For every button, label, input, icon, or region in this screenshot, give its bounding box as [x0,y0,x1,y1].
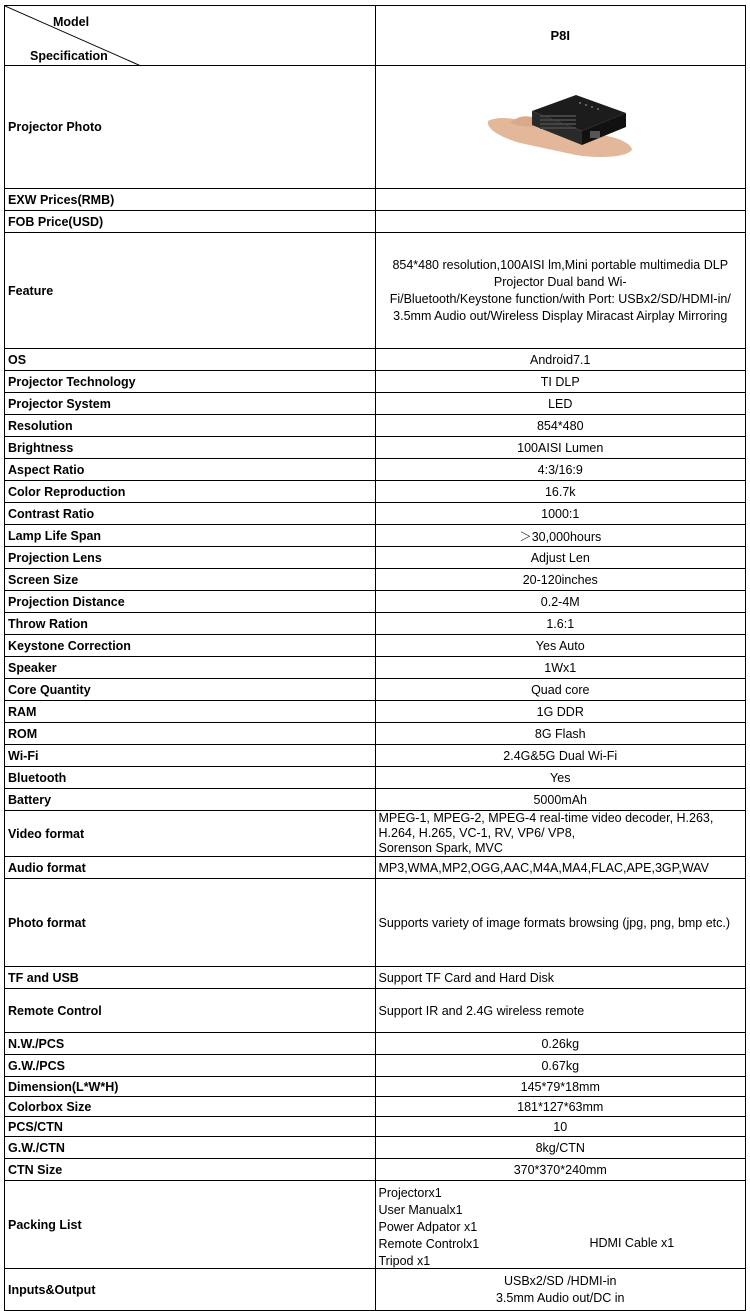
ram-value: 1G DDR [375,701,746,723]
keystone-value: Yes Auto [375,635,746,657]
system-value: LED [375,393,746,415]
fob-price-label: FOB Price(USD) [5,211,376,233]
aspect-ratio-label: Aspect Ratio [5,459,376,481]
remote-control-value: Support IR and 2.4G wireless remote [375,989,746,1033]
pcs-ctn-label: PCS/CTN [5,1117,376,1137]
wifi-value: 2.4G&5G Dual Wi-Fi [375,745,746,767]
rom-value: 8G Flash [375,723,746,745]
ram-label: RAM [5,701,376,723]
packing-item: Power Adpator x1 [378,1219,478,1234]
technology-label: Projector Technology [5,371,376,393]
screen-size-value: 20-120inches [375,569,746,591]
speaker-value: 1Wx1 [375,657,746,679]
keystone-label: Keystone Correction [5,635,376,657]
packing-item: Tripod x1 [378,1253,431,1268]
ctn-size-value: 370*370*240mm [375,1159,746,1181]
projector-photo [480,91,640,161]
tf-usb-value: Support TF Card and Hard Disk [375,967,746,989]
gross-weight-label: G.W./PCS [5,1055,376,1077]
packing-list-column [379,1185,480,1269]
rom-label: ROM [5,723,376,745]
video-format-label: Video format [5,811,376,857]
inputs-output-line: 3.5mm Audio out/DC in [495,1290,625,1305]
projection-lens-value: Adjust Len [375,547,746,569]
speaker-label: Speaker [5,657,376,679]
lamp-life-label: Lamp Life Span [5,525,376,547]
inputs-output-value [375,1269,746,1311]
tf-usb-label: TF and USB [5,967,376,989]
os-label: OS [5,349,376,371]
fob-price-value [375,211,746,233]
model-name: P8I [550,28,570,43]
feature-line: Fi/Bluetooth/Keystone function/with Port: USBx2/SD/HDMI-in/ [389,291,731,306]
photo-format-value: Supports variety of image formats browsing (jpg, png, bmp etc.) [375,879,746,967]
video-format-line: MPEG-1, MPEG-2, MPEG-4 real-time video decoder, H.263, H.264, H.265, VC-1, RV, VP6/ VP8, [378,811,714,840]
lamp-life-value: ＞30,000hours [375,525,746,547]
core-quantity-label: Core Quantity [5,679,376,701]
packing-list-label: Packing List [5,1181,376,1269]
photo-format-label: Photo format [5,879,376,967]
exw-price-value [375,189,746,211]
colorbox-size-value: 181*127*63mm [375,1097,746,1117]
colorbox-size-label: Colorbox Size [5,1097,376,1117]
brightness-value: 100AISI Lumen [375,437,746,459]
color-reproduction-value: 16.7k [375,481,746,503]
packing-item: Projectorx1 [378,1185,442,1200]
gross-weight-value: 0.67kg [375,1055,746,1077]
throw-ratio-label: Throw Ration [5,613,376,635]
projector-photo-label: Projector Photo [5,66,376,189]
resolution-label: Resolution [5,415,376,437]
packing-item: Remote Controlx1 [378,1236,480,1251]
gw-ctn-label: G.W./CTN [5,1137,376,1159]
resolution-value: 854*480 [375,415,746,437]
model-spec-header-cell [5,6,376,66]
gw-ctn-value: 8kg/CTN [375,1137,746,1159]
audio-format-value: MP3,WMA,MP2,OGG,AAC,M4A,MA4,FLAC,APE,3GP,WAV [375,857,746,879]
battery-value: 5000mAh [375,789,746,811]
dimension-value: 145*79*18mm [375,1077,746,1097]
projection-lens-label: Projection Lens [5,547,376,569]
bluetooth-label: Bluetooth [5,767,376,789]
pcs-ctn-value: 10 [375,1117,746,1137]
video-format-value [375,811,746,857]
model-name-cell [375,6,746,66]
projection-distance-label: Projection Distance [5,591,376,613]
video-format-line: Sorenson Spark, MVC [378,841,503,855]
remote-control-label: Remote Control [5,989,376,1033]
exw-price-label: EXW Prices(RMB) [5,189,376,211]
os-value: Android7.1 [375,349,746,371]
projector-photo-cell [375,66,746,189]
dimension-label: Dimension(L*W*H) [5,1077,376,1097]
packing-item-hdmi: HDMI Cable x1 [589,1235,675,1250]
packing-item: User Manualx1 [378,1202,463,1217]
core-quantity-value: Quad core [375,679,746,701]
feature-line: 854*480 resolution,100AISI lm,Mini portable multimedia DLP Projector Dual band Wi- [392,257,729,289]
screen-size-label: Screen Size [5,569,376,591]
aspect-ratio-value: 4:3/16:9 [375,459,746,481]
wifi-label: Wi-Fi [5,745,376,767]
feature-value [375,233,746,349]
brightness-label: Brightness [5,437,376,459]
projection-distance-value: 0.2-4M [375,591,746,613]
contrast-ratio-label: Contrast Ratio [5,503,376,525]
spec-table [4,5,746,1311]
feature-line: 3.5mm Audio out/Wireless Display Miracast Airplay Mirroring [393,308,728,323]
ctn-size-label: CTN Size [5,1159,376,1181]
technology-value: TI DLP [375,371,746,393]
net-weight-value: 0.26kg [375,1033,746,1055]
inputs-output-label: Inputs&Output [5,1269,376,1311]
model-label: Model [53,15,90,29]
packing-list-items [376,1183,746,1267]
battery-label: Battery [5,789,376,811]
audio-format-label: Audio format [5,857,376,879]
system-label: Projector System [5,393,376,415]
specification-label: Specification [30,49,108,63]
inputs-output-line: USBx2/SD /HDMI-in [503,1273,617,1288]
packing-list-value [375,1181,746,1269]
net-weight-label: N.W./PCS [5,1033,376,1055]
feature-label: Feature [5,233,376,349]
throw-ratio-value: 1.6:1 [375,613,746,635]
bluetooth-value: Yes [375,767,746,789]
color-reproduction-label: Color Reproduction [5,481,376,503]
contrast-ratio-value: 1000:1 [375,503,746,525]
